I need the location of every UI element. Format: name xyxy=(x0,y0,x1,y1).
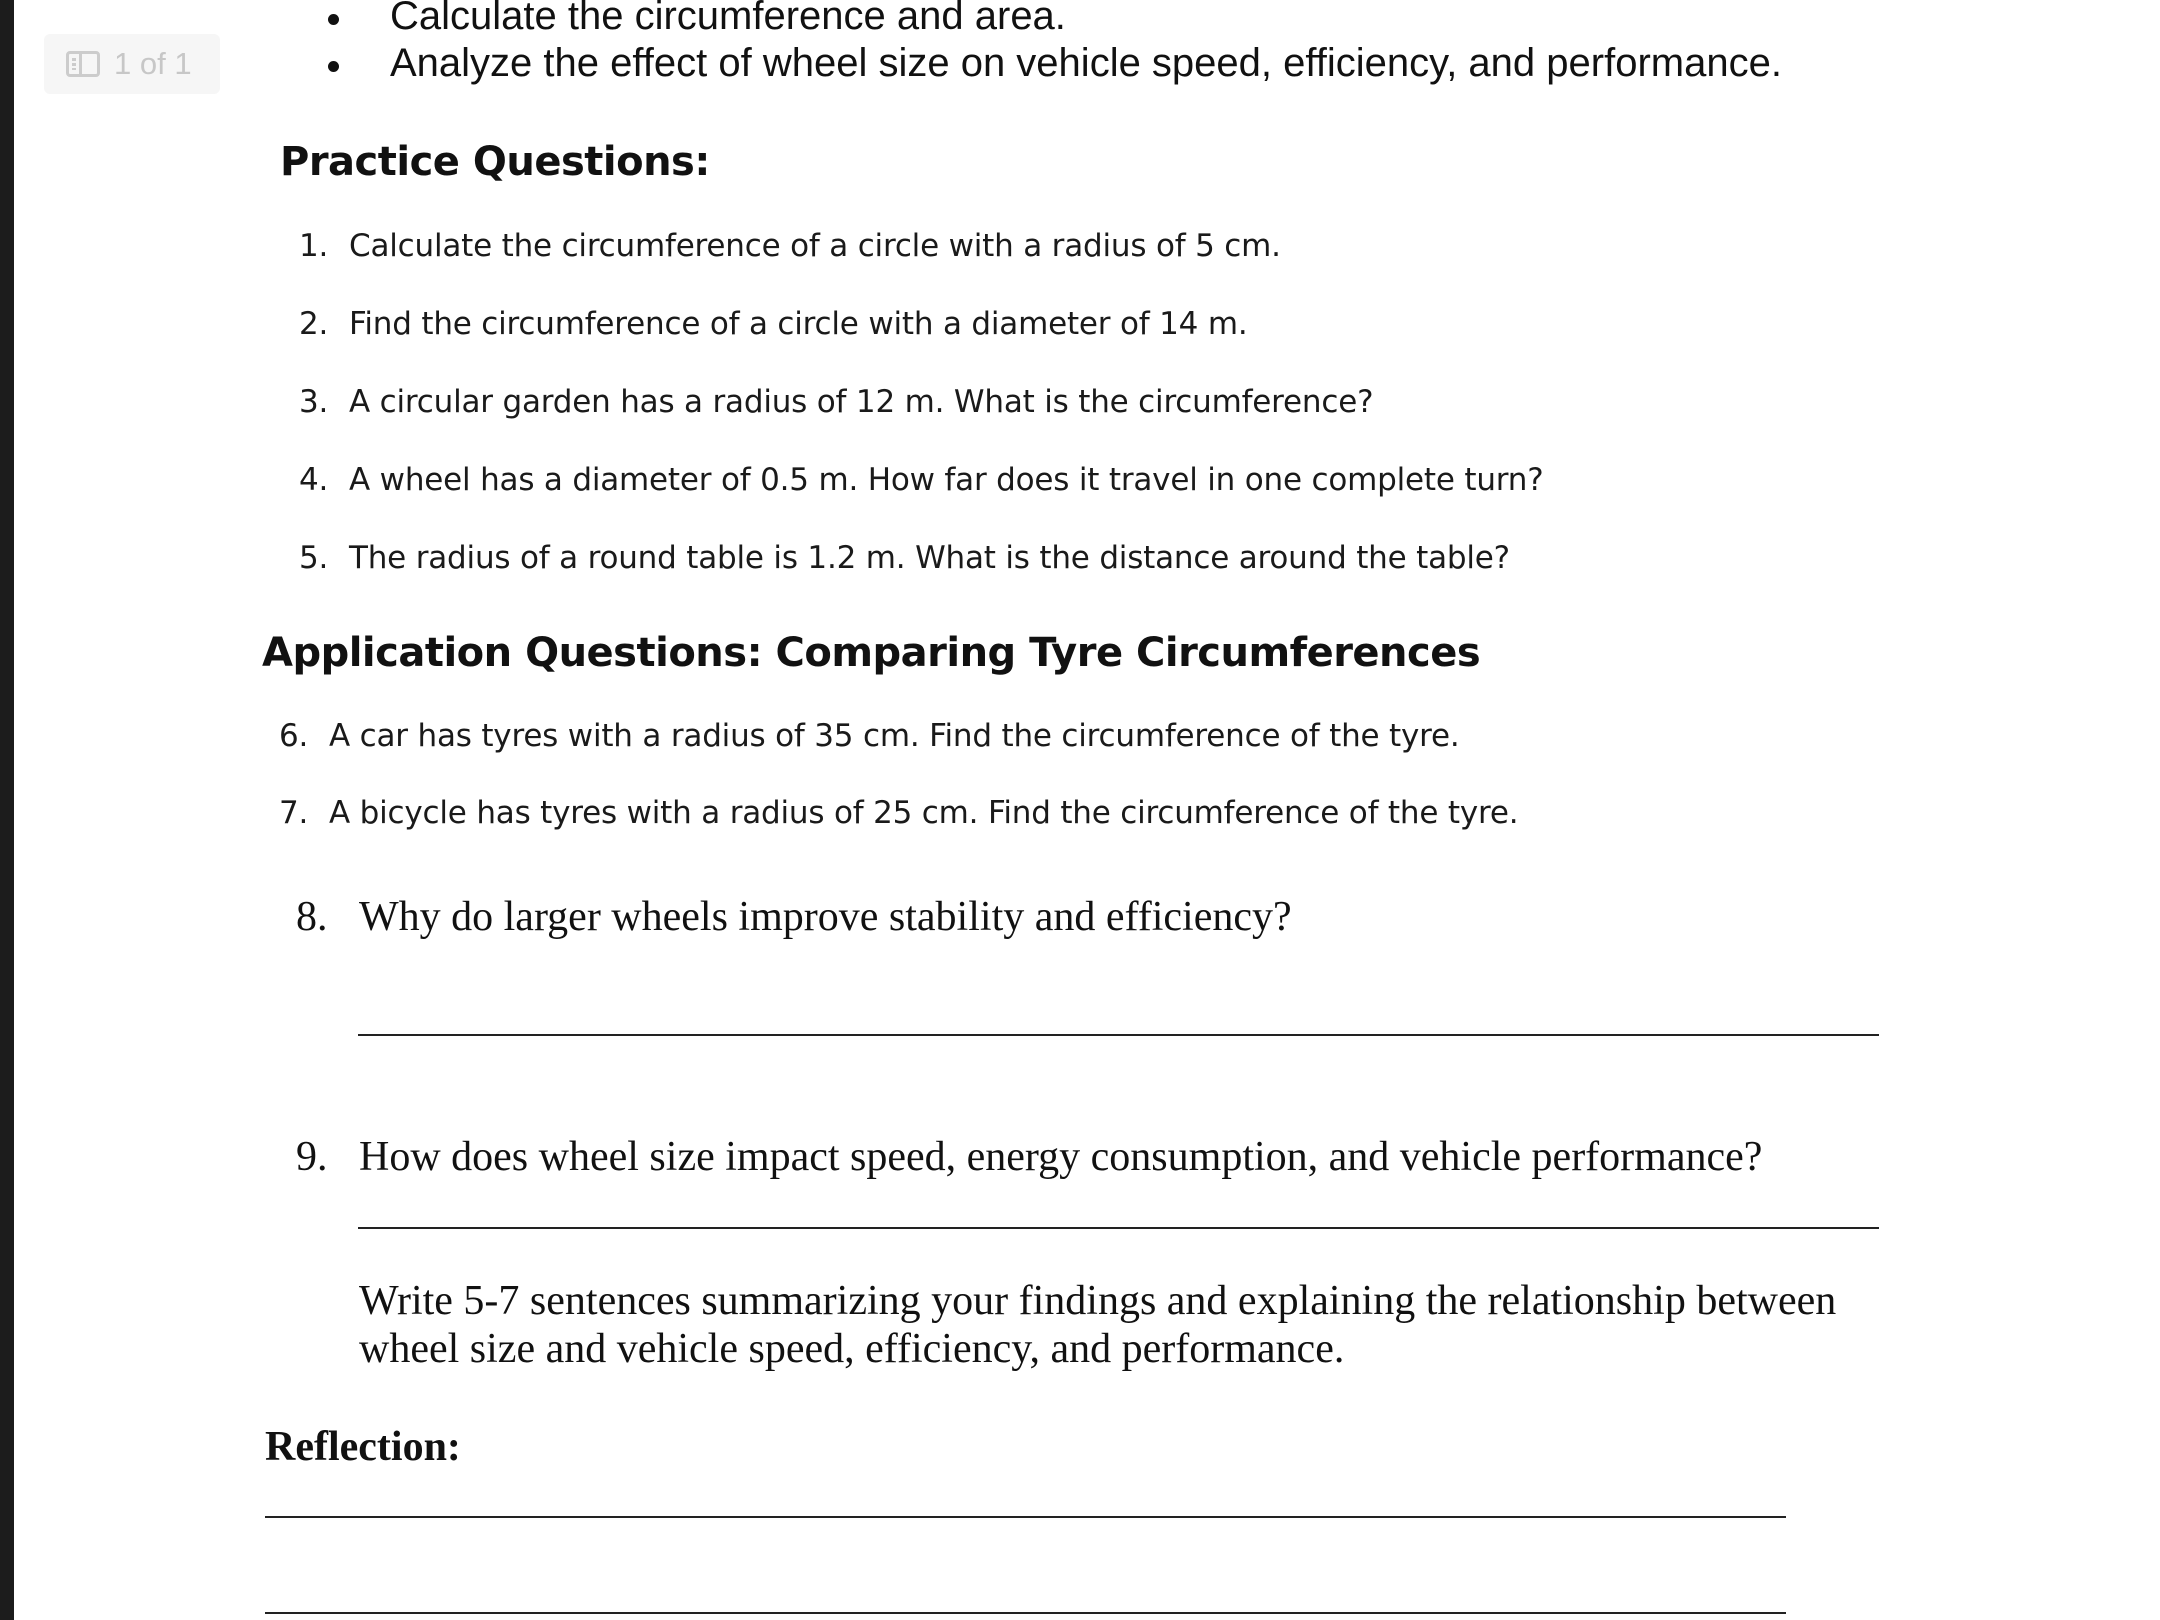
application-question xyxy=(296,1133,1763,1181)
practice-heading: Practice Questions: xyxy=(280,139,710,185)
page-indicator[interactable] xyxy=(44,34,220,94)
question-text: A car has tyres with a radius of 35 cm. Find the circumference of the tyre. xyxy=(329,718,1460,754)
document-page xyxy=(14,0,2160,1620)
question-text: Why do larger wheels improve stability and efficiency? xyxy=(359,894,1292,940)
question-number: 4. xyxy=(299,462,329,498)
question-text: Calculate the circumference of a circle with a radius of 5 cm. xyxy=(349,228,1281,264)
reflection-heading: Reflection: xyxy=(265,1424,461,1470)
question-text: How does wheel size impact speed, energy consumption, and vehicle performance? xyxy=(359,1134,1763,1180)
practice-question xyxy=(299,462,1544,498)
application-question xyxy=(296,893,1292,941)
summary-line: Write 5-7 sentences summarizing your findings and explaining the relationship between xyxy=(359,1278,1837,1324)
question-number: 8. xyxy=(296,894,328,940)
answer-line[interactable] xyxy=(265,1516,1786,1518)
question-number: 2. xyxy=(299,306,329,342)
question-number: 5. xyxy=(299,540,329,576)
question-number: 9. xyxy=(296,1134,328,1180)
application-question xyxy=(279,795,1519,831)
application-heading: Application Questions: Comparing Tyre Circumferences xyxy=(262,630,1481,676)
practice-question xyxy=(299,228,1281,264)
objective-text: Calculate the circumference and area. xyxy=(390,0,1066,38)
question-text: A wheel has a diameter of 0.5 m. How far does it travel in one complete turn? xyxy=(349,462,1544,498)
question-text: Find the circumference of a circle with a diameter of 14 m. xyxy=(349,306,1248,342)
thumbnails-icon[interactable] xyxy=(66,51,100,77)
question-text: The radius of a round table is 1.2 m. What is the distance around the table? xyxy=(349,540,1510,576)
practice-question xyxy=(299,540,1510,576)
answer-line[interactable] xyxy=(358,1227,1879,1229)
bullet-dot xyxy=(328,14,339,25)
summary-instructions xyxy=(359,1277,1836,1373)
objective-text: Analyze the effect of wheel size on vehicle speed, efficiency, and performance. xyxy=(390,41,1782,85)
objective-item xyxy=(390,0,1066,39)
question-number: 7. xyxy=(279,795,309,831)
answer-line[interactable] xyxy=(358,1034,1879,1036)
practice-question xyxy=(299,384,1374,420)
bullet-dot xyxy=(328,61,339,72)
summary-line: wheel size and vehicle speed, efficiency, and performance. xyxy=(359,1326,1345,1372)
page-indicator-label: 1 of 1 xyxy=(114,46,192,81)
practice-question xyxy=(299,306,1248,342)
question-number: 1. xyxy=(299,228,329,264)
question-number: 6. xyxy=(279,718,309,754)
application-question xyxy=(279,718,1460,754)
question-text: A bicycle has tyres with a radius of 25 cm. Find the circumference of the tyre. xyxy=(329,795,1519,831)
answer-line[interactable] xyxy=(265,1612,1786,1614)
question-number: 3. xyxy=(299,384,329,420)
question-text: A circular garden has a radius of 12 m. What is the circumference? xyxy=(349,384,1374,420)
objective-item xyxy=(390,41,1782,86)
